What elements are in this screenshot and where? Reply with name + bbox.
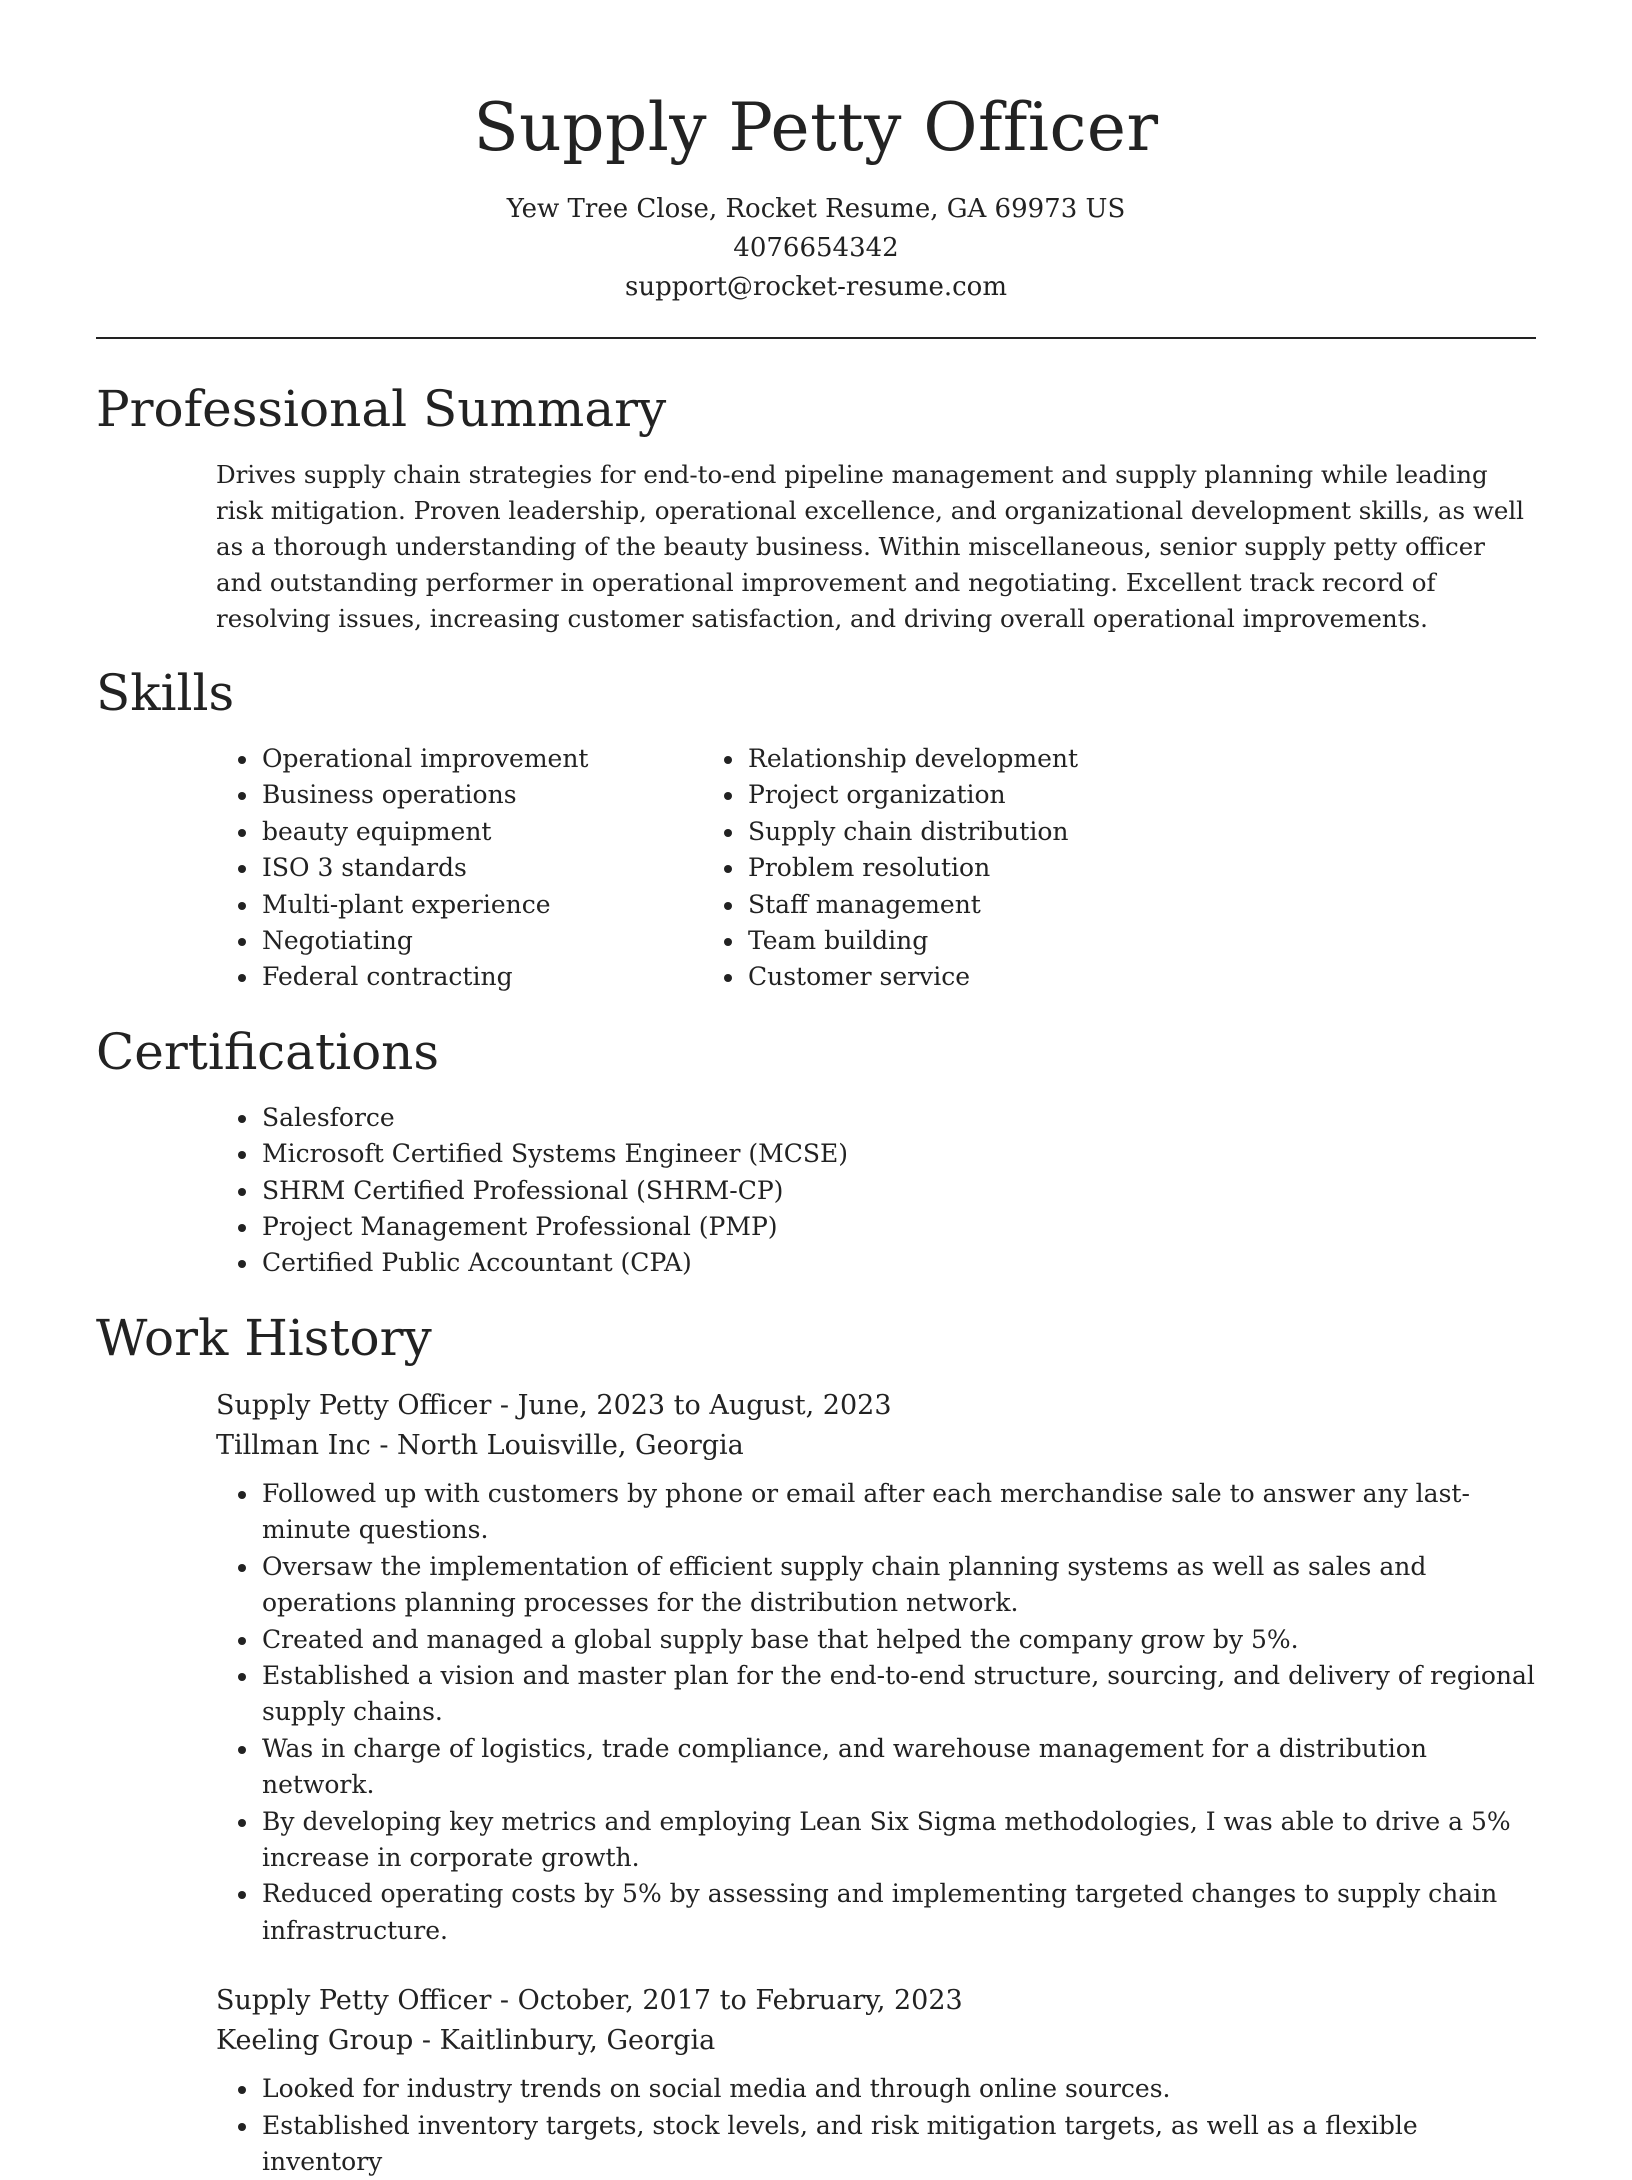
- summary-text: Drives supply chain strategies for end-to-end pipeline management and supply planning while leading risk mitigation. Proven leadership, operational excellence, and organizational development skills, as well as a thorough understanding of the beauty business. Within miscellaneous, senior supply petty officer and outstanding performer in operational improvement and negotiating. Excellent track record of resolving issues, increasing customer satisfaction, and driving overall operational improvements.: [216, 460, 1524, 633]
- certification-item: • SHRM Certified Professional (SHRM-CP): [260, 1173, 1536, 1209]
- job-title-dates: Supply Petty Officer - June, 2023 to August, 2023: [216, 1389, 892, 1421]
- job-bullets: [216, 1476, 1536, 1949]
- job-bullets: [216, 2071, 1536, 2180]
- certification-item: • Microsoft Certified Systems Engineer (MCSE): [260, 1136, 1536, 1172]
- certifications-section: [96, 1022, 1536, 1282]
- skill-item: • Relationship development: [746, 741, 1536, 777]
- job-bullet: • Established a vision and master plan for the end-to-end structure, sourcing, and delivery of regional supply chains.: [260, 1658, 1536, 1731]
- resume-header: [96, 0, 1536, 307]
- certification-item: • Certified Public Accountant (CPA): [260, 1245, 1536, 1281]
- job-company-location: Keeling Group - Kaitlinbury, Georgia: [216, 2025, 716, 2057]
- summary-section: [96, 379, 1536, 637]
- contact-email: support@rocket-resume.com: [624, 272, 1007, 302]
- job-bullet: • Oversaw the implementation of efficient supply chain planning systems as well as sales and operations planning processes for the distribution network.: [260, 1549, 1536, 1622]
- skill-item: • ISO 3 standards: [260, 850, 746, 886]
- skills-section: [96, 663, 1536, 996]
- job-company-location: Tillman Inc - North Louisville, Georgia: [216, 1429, 744, 1461]
- resume-page: [96, 0, 1536, 2176]
- summary-heading: Professional Summary: [96, 380, 667, 438]
- job-title-dates: Supply Petty Officer - October, 2017 to February, 2023: [216, 1985, 963, 2017]
- certification-item: • Project Management Professional (PMP): [260, 1209, 1536, 1245]
- contact-info: [96, 190, 1536, 307]
- skill-item: • Staff management: [746, 887, 1536, 923]
- skill-item: • Problem resolution: [746, 850, 1536, 886]
- job-bullet: • Followed up with customers by phone or email after each merchandise sale to answer any last-minute questions.: [260, 1476, 1536, 1549]
- skill-item: • Multi-plant experience: [260, 887, 746, 923]
- certifications-list: [96, 1100, 1536, 1282]
- header-divider: [96, 337, 1536, 339]
- job-bullet: • By developing key metrics and employing Lean Six Sigma methodologies, I was able to drive a 5% increase in corporate growth.: [260, 1804, 1536, 1877]
- job-bullet: • Established inventory targets, stock levels, and risk mitigation targets, as well as a flexible inventory: [260, 2108, 1536, 2180]
- job-bullet: • Created and managed a global supply base that helped the company grow by 5%.: [260, 1622, 1536, 1658]
- skill-item: • Customer service: [746, 959, 1536, 995]
- certification-item: • Salesforce: [260, 1100, 1536, 1136]
- job-entry: [216, 1386, 1536, 1949]
- work-history-section: [96, 1308, 1536, 2180]
- contact-address: Yew Tree Close, Rocket Resume, GA 69973 US: [506, 194, 1126, 224]
- skills-heading: Skills: [96, 664, 235, 722]
- certifications-heading: Certifications: [96, 1022, 440, 1081]
- skill-item: • Supply chain distribution: [746, 814, 1536, 850]
- job-bullet: • Reduced operating costs by 5% by assessing and implementing targeted changes to supply chain infrastructure.: [260, 1876, 1536, 1949]
- skills-grid: [96, 741, 1536, 996]
- skill-item: • Business operations: [260, 777, 746, 813]
- candidate-name: Supply Petty Officer: [473, 89, 1159, 166]
- skill-item: • Project organization: [746, 777, 1536, 813]
- skill-item: • beauty equipment: [260, 814, 746, 850]
- skill-item: • Team building: [746, 923, 1536, 959]
- skill-item: • Negotiating: [260, 923, 746, 959]
- work-history-heading: Work History: [96, 1308, 432, 1367]
- skill-item: • Federal contracting: [260, 959, 746, 995]
- job-bullet: • Looked for industry trends on social media and through online sources.: [260, 2071, 1536, 2107]
- skills-list-right: [746, 741, 1536, 996]
- job-bullet: • Was in charge of logistics, trade compliance, and warehouse management for a distribution network.: [260, 1731, 1536, 1804]
- job-entry: [216, 1981, 1536, 2180]
- skills-list-left: [96, 741, 746, 996]
- skill-item: • Operational improvement: [260, 741, 746, 777]
- contact-phone: 4076654342: [733, 233, 899, 263]
